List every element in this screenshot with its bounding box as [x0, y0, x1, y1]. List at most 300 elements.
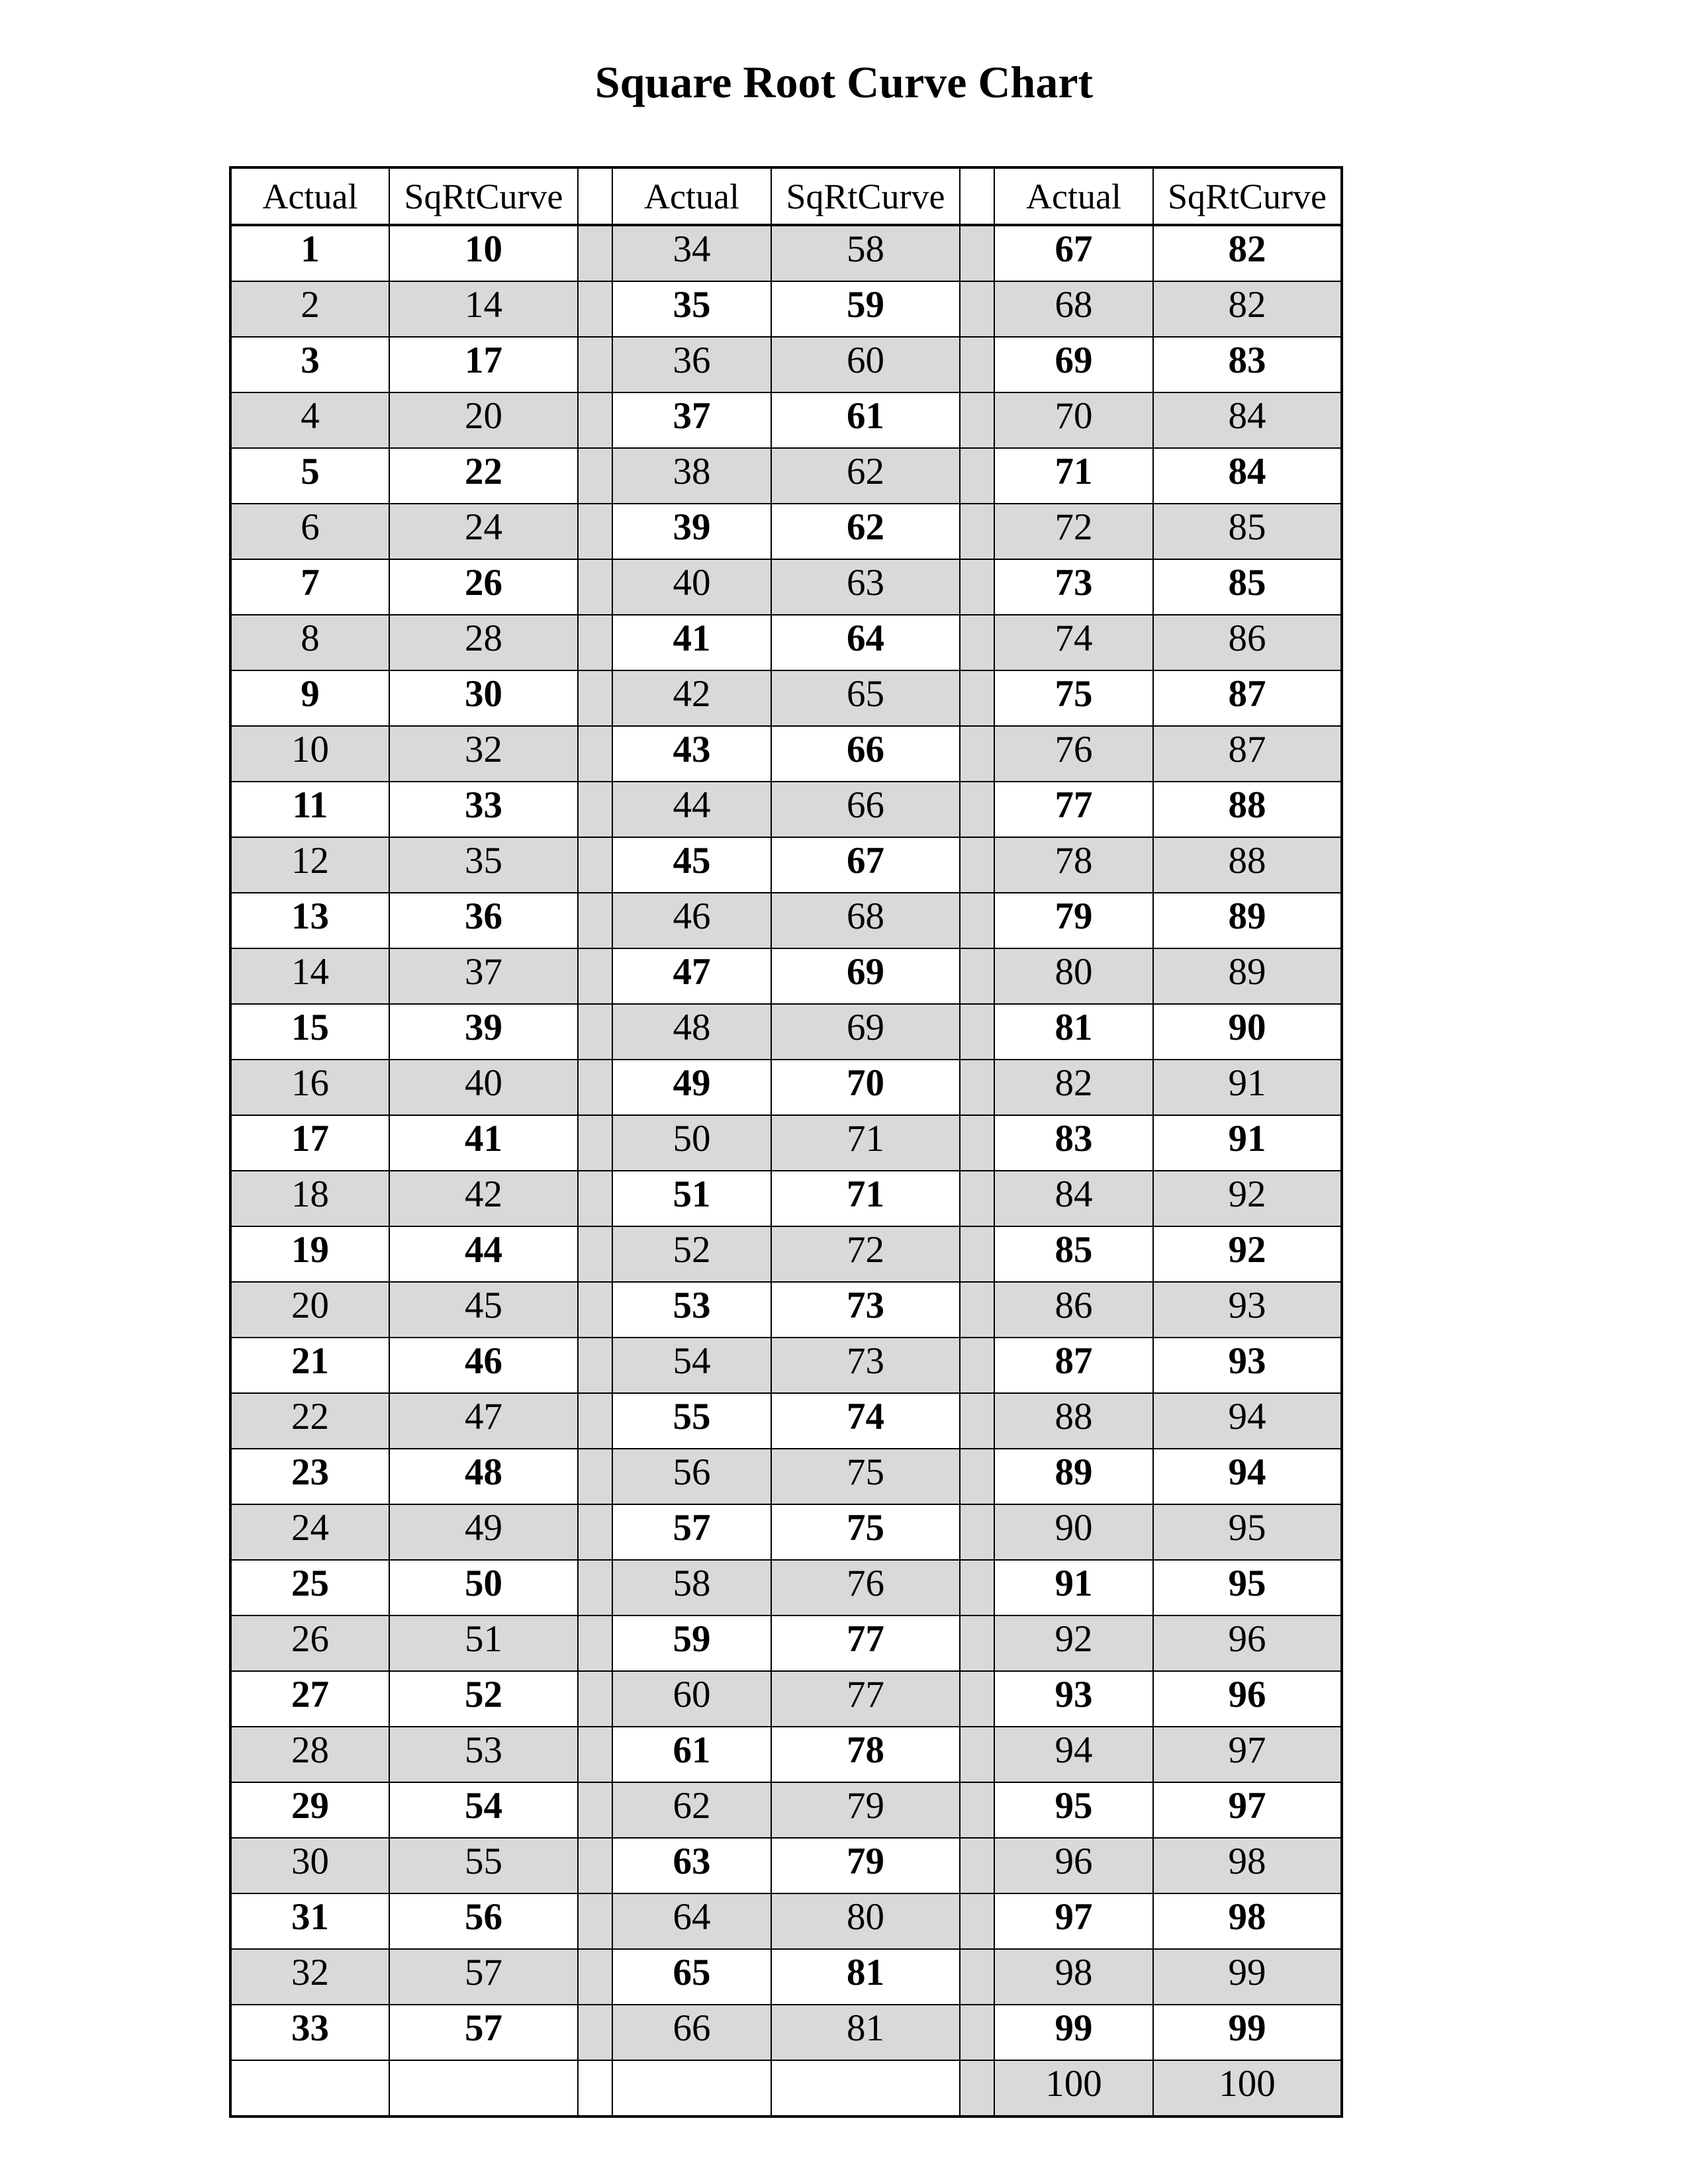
actual-cell: 86	[994, 1282, 1153, 1338]
curve-cell: 74	[771, 1393, 960, 1449]
actual-cell: 88	[994, 1393, 1153, 1449]
curve-cell: 68	[771, 893, 960, 948]
actual-cell: 100	[994, 2060, 1153, 2116]
actual-cell: 48	[612, 1004, 771, 1060]
column-header: Actual	[230, 167, 389, 225]
curve-cell: 17	[389, 337, 578, 392]
table-row	[230, 1949, 1342, 2005]
gap-cell	[960, 1560, 994, 1615]
curve-cell: 22	[389, 448, 578, 504]
gap-cell	[578, 1226, 612, 1282]
table-row	[230, 1560, 1342, 1615]
actual-cell: 44	[612, 782, 771, 837]
curve-cell: 85	[1153, 504, 1342, 559]
gap-cell	[960, 1504, 994, 1560]
curve-cell: 40	[389, 1060, 578, 1115]
actual-cell: 30	[230, 1838, 389, 1893]
curve-cell: 69	[771, 1004, 960, 1060]
gap-cell	[960, 337, 994, 392]
actual-cell: 67	[994, 225, 1153, 281]
curve-cell: 59	[771, 281, 960, 337]
curve-cell: 75	[771, 1504, 960, 1560]
actual-cell: 40	[612, 559, 771, 615]
actual-cell: 9	[230, 670, 389, 726]
curve-cell: 51	[389, 1615, 578, 1671]
table-row	[230, 1171, 1342, 1226]
actual-cell: 28	[230, 1727, 389, 1782]
header-row	[230, 167, 1342, 225]
curve-cell: 81	[771, 1949, 960, 2005]
actual-cell: 14	[230, 948, 389, 1004]
curve-cell: 77	[771, 1615, 960, 1671]
table-row	[230, 1449, 1342, 1504]
curve-cell: 96	[1153, 1615, 1342, 1671]
curve-cell: 95	[1153, 1560, 1342, 1615]
gap-cell	[960, 1171, 994, 1226]
gap-cell	[578, 2005, 612, 2060]
curve-cell: 82	[1153, 281, 1342, 337]
curve-cell: 57	[389, 2005, 578, 2060]
curve-cell: 39	[389, 1004, 578, 1060]
actual-cell: 65	[612, 1949, 771, 2005]
table-row	[230, 559, 1342, 615]
gap-cell	[578, 615, 612, 670]
curve-cell: 97	[1153, 1782, 1342, 1838]
actual-cell: 56	[612, 1449, 771, 1504]
curve-cell: 95	[1153, 1504, 1342, 1560]
gap-cell	[578, 2060, 612, 2116]
actual-cell: 64	[612, 1893, 771, 1949]
actual-cell: 73	[994, 559, 1153, 615]
table-row	[230, 1615, 1342, 1671]
actual-cell: 91	[994, 1560, 1153, 1615]
curve-cell: 89	[1153, 948, 1342, 1004]
gap-cell	[578, 337, 612, 392]
curve-cell: 97	[1153, 1727, 1342, 1782]
curve-cell: 61	[771, 392, 960, 448]
actual-cell: 75	[994, 670, 1153, 726]
curve-cell: 98	[1153, 1893, 1342, 1949]
actual-cell: 21	[230, 1338, 389, 1393]
actual-cell: 76	[994, 726, 1153, 782]
gap-cell	[578, 281, 612, 337]
curve-cell: 63	[771, 559, 960, 615]
gap-cell	[578, 448, 612, 504]
table-row	[230, 2060, 1342, 2116]
table-row	[230, 1226, 1342, 1282]
actual-cell: 42	[612, 670, 771, 726]
gap-cell	[578, 893, 612, 948]
curve-cell: 54	[389, 1782, 578, 1838]
table-row	[230, 1838, 1342, 1893]
actual-cell: 74	[994, 615, 1153, 670]
gap-cell	[960, 1671, 994, 1727]
gap-cell	[960, 225, 994, 281]
table-row	[230, 1338, 1342, 1393]
table-row	[230, 726, 1342, 782]
gap-cell	[960, 837, 994, 893]
actual-cell: 60	[612, 1671, 771, 1727]
curve-cell: 71	[771, 1115, 960, 1171]
curve-cell: 77	[771, 1671, 960, 1727]
gap-cell	[578, 1560, 612, 1615]
gap-cell	[578, 1838, 612, 1893]
curve-cell: 33	[389, 782, 578, 837]
gap-cell	[960, 1727, 994, 1782]
gap-cell	[960, 1282, 994, 1338]
curve-cell: 48	[389, 1449, 578, 1504]
curve-cell: 42	[389, 1171, 578, 1226]
actual-cell: 6	[230, 504, 389, 559]
gap-cell	[960, 1004, 994, 1060]
gap-cell	[578, 837, 612, 893]
gap-cell	[578, 392, 612, 448]
actual-cell: 87	[994, 1338, 1153, 1393]
actual-cell: 5	[230, 448, 389, 504]
gap-cell	[960, 392, 994, 448]
actual-cell: 43	[612, 726, 771, 782]
actual-cell: 33	[230, 2005, 389, 2060]
actual-cell: 51	[612, 1171, 771, 1226]
gap-cell	[960, 2060, 994, 2116]
gap-cell	[578, 559, 612, 615]
curve-cell: 62	[771, 504, 960, 559]
actual-cell: 26	[230, 1615, 389, 1671]
curve-cell: 86	[1153, 615, 1342, 670]
curve-cell: 89	[1153, 893, 1342, 948]
table-row	[230, 615, 1342, 670]
sqrt-table	[229, 166, 1343, 2118]
actual-cell: 82	[994, 1060, 1153, 1115]
actual-cell: 58	[612, 1560, 771, 1615]
curve-cell: 10	[389, 225, 578, 281]
curve-cell: 73	[771, 1282, 960, 1338]
table-row	[230, 2005, 1342, 2060]
gap-cell	[960, 2005, 994, 2060]
curve-cell: 72	[771, 1226, 960, 1282]
curve-cell: 93	[1153, 1282, 1342, 1338]
actual-cell: 70	[994, 392, 1153, 448]
table-row	[230, 448, 1342, 504]
gap-cell	[960, 448, 994, 504]
gap-cell	[960, 1838, 994, 1893]
table-row	[230, 1727, 1342, 1782]
curve-cell: 52	[389, 1671, 578, 1727]
table-row	[230, 281, 1342, 337]
gap-cell	[578, 1727, 612, 1782]
curve-cell: 94	[1153, 1449, 1342, 1504]
gap-cell	[960, 782, 994, 837]
curve-cell: 80	[771, 1893, 960, 1949]
actual-cell: 62	[612, 1782, 771, 1838]
curve-cell: 14	[389, 281, 578, 337]
header-gap-cell	[578, 167, 612, 225]
gap-cell	[960, 1615, 994, 1671]
actual-cell: 37	[612, 392, 771, 448]
table-row	[230, 1282, 1342, 1338]
curve-cell: 81	[771, 2005, 960, 2060]
actual-cell: 81	[994, 1004, 1153, 1060]
actual-cell: 53	[612, 1282, 771, 1338]
curve-cell: 92	[1153, 1226, 1342, 1282]
gap-cell	[578, 670, 612, 726]
actual-cell: 27	[230, 1671, 389, 1727]
table-row	[230, 225, 1342, 281]
actual-cell: 55	[612, 1393, 771, 1449]
curve-cell	[389, 2060, 578, 2116]
actual-cell: 18	[230, 1171, 389, 1226]
curve-cell: 41	[389, 1115, 578, 1171]
curve-cell: 91	[1153, 1060, 1342, 1115]
curve-cell: 69	[771, 948, 960, 1004]
curve-cell: 60	[771, 337, 960, 392]
actual-cell: 97	[994, 1893, 1153, 1949]
gap-cell	[578, 948, 612, 1004]
curve-cell: 90	[1153, 1004, 1342, 1060]
curve-cell: 37	[389, 948, 578, 1004]
table-row	[230, 837, 1342, 893]
curve-cell: 58	[771, 225, 960, 281]
curve-cell: 79	[771, 1838, 960, 1893]
actual-cell: 57	[612, 1504, 771, 1560]
gap-cell	[578, 1671, 612, 1727]
curve-cell: 26	[389, 559, 578, 615]
table-body	[230, 225, 1342, 2116]
gap-cell	[578, 1171, 612, 1226]
column-header: Actual	[612, 167, 771, 225]
curve-cell: 46	[389, 1338, 578, 1393]
actual-cell: 89	[994, 1449, 1153, 1504]
curve-cell: 70	[771, 1060, 960, 1115]
actual-cell: 98	[994, 1949, 1153, 2005]
table-row	[230, 1060, 1342, 1115]
actual-cell: 72	[994, 504, 1153, 559]
curve-cell: 67	[771, 837, 960, 893]
gap-cell	[578, 504, 612, 559]
gap-cell	[960, 1782, 994, 1838]
curve-cell: 85	[1153, 559, 1342, 615]
curve-cell: 84	[1153, 448, 1342, 504]
curve-cell: 50	[389, 1560, 578, 1615]
curve-cell: 88	[1153, 782, 1342, 837]
gap-cell	[578, 1004, 612, 1060]
curve-cell: 62	[771, 448, 960, 504]
curve-cell: 75	[771, 1449, 960, 1504]
actual-cell: 79	[994, 893, 1153, 948]
actual-cell: 32	[230, 1949, 389, 2005]
table-row	[230, 1893, 1342, 1949]
actual-cell: 54	[612, 1338, 771, 1393]
gap-cell	[960, 1893, 994, 1949]
curve-cell: 100	[1153, 2060, 1342, 2116]
curve-cell: 57	[389, 1949, 578, 2005]
curve-cell: 91	[1153, 1115, 1342, 1171]
actual-cell: 63	[612, 1838, 771, 1893]
gap-cell	[578, 1282, 612, 1338]
curve-cell: 30	[389, 670, 578, 726]
curve-cell: 20	[389, 392, 578, 448]
column-header: SqRtCurve	[1153, 167, 1342, 225]
actual-cell: 39	[612, 504, 771, 559]
table-row	[230, 948, 1342, 1004]
table-row	[230, 782, 1342, 837]
actual-cell: 31	[230, 1893, 389, 1949]
actual-cell: 3	[230, 337, 389, 392]
actual-cell: 12	[230, 837, 389, 893]
actual-cell: 66	[612, 2005, 771, 2060]
actual-cell: 8	[230, 615, 389, 670]
curve-cell: 32	[389, 726, 578, 782]
actual-cell: 7	[230, 559, 389, 615]
curve-cell: 64	[771, 615, 960, 670]
actual-cell: 20	[230, 1282, 389, 1338]
table-row	[230, 504, 1342, 559]
gap-cell	[960, 281, 994, 337]
actual-cell: 10	[230, 726, 389, 782]
gap-cell	[960, 559, 994, 615]
actual-cell: 46	[612, 893, 771, 948]
actual-cell: 29	[230, 1782, 389, 1838]
actual-cell: 1	[230, 225, 389, 281]
actual-cell: 93	[994, 1671, 1153, 1727]
actual-cell: 35	[612, 281, 771, 337]
actual-cell: 99	[994, 2005, 1153, 2060]
gap-cell	[960, 1060, 994, 1115]
actual-cell: 96	[994, 1838, 1153, 1893]
curve-cell: 24	[389, 504, 578, 559]
actual-cell: 61	[612, 1727, 771, 1782]
gap-cell	[960, 615, 994, 670]
curve-cell: 84	[1153, 392, 1342, 448]
gap-cell	[578, 1449, 612, 1504]
gap-cell	[578, 726, 612, 782]
actual-cell: 15	[230, 1004, 389, 1060]
curve-cell: 82	[1153, 225, 1342, 281]
actual-cell: 84	[994, 1171, 1153, 1226]
actual-cell: 47	[612, 948, 771, 1004]
curve-cell: 94	[1153, 1393, 1342, 1449]
gap-cell	[960, 1449, 994, 1504]
actual-cell: 45	[612, 837, 771, 893]
table-row	[230, 670, 1342, 726]
table-row	[230, 1671, 1342, 1727]
actual-cell: 83	[994, 1115, 1153, 1171]
column-header: SqRtCurve	[771, 167, 960, 225]
actual-cell: 59	[612, 1615, 771, 1671]
curve-cell: 49	[389, 1504, 578, 1560]
actual-cell: 94	[994, 1727, 1153, 1782]
gap-cell	[578, 1504, 612, 1560]
gap-cell	[578, 1338, 612, 1393]
actual-cell: 80	[994, 948, 1153, 1004]
actual-cell: 13	[230, 893, 389, 948]
actual-cell: 92	[994, 1615, 1153, 1671]
actual-cell: 22	[230, 1393, 389, 1449]
gap-cell	[578, 1115, 612, 1171]
gap-cell	[578, 1060, 612, 1115]
gap-cell	[578, 1615, 612, 1671]
actual-cell: 25	[230, 1560, 389, 1615]
gap-cell	[578, 1782, 612, 1838]
actual-cell: 23	[230, 1449, 389, 1504]
curve-cell: 56	[389, 1893, 578, 1949]
curve-cell: 53	[389, 1727, 578, 1782]
curve-cell: 45	[389, 1282, 578, 1338]
curve-cell: 66	[771, 782, 960, 837]
table-row	[230, 1504, 1342, 1560]
curve-cell: 99	[1153, 1949, 1342, 2005]
actual-cell: 36	[612, 337, 771, 392]
actual-cell: 90	[994, 1504, 1153, 1560]
curve-cell: 44	[389, 1226, 578, 1282]
gap-cell	[578, 782, 612, 837]
curve-cell: 99	[1153, 2005, 1342, 2060]
curve-cell: 96	[1153, 1671, 1342, 1727]
gap-cell	[960, 948, 994, 1004]
gap-cell	[960, 1338, 994, 1393]
actual-cell: 16	[230, 1060, 389, 1115]
actual-cell: 24	[230, 1504, 389, 1560]
actual-cell: 19	[230, 1226, 389, 1282]
gap-cell	[960, 1393, 994, 1449]
actual-cell: 49	[612, 1060, 771, 1115]
gap-cell	[960, 670, 994, 726]
column-header: Actual	[994, 167, 1153, 225]
column-header: SqRtCurve	[389, 167, 578, 225]
curve-cell: 36	[389, 893, 578, 948]
curve-cell: 71	[771, 1171, 960, 1226]
gap-cell	[960, 504, 994, 559]
actual-cell: 41	[612, 615, 771, 670]
curve-cell: 79	[771, 1782, 960, 1838]
actual-cell: 95	[994, 1782, 1153, 1838]
actual-cell: 68	[994, 281, 1153, 337]
table-row	[230, 1115, 1342, 1171]
curve-cell: 28	[389, 615, 578, 670]
curve-cell: 98	[1153, 1838, 1342, 1893]
actual-cell: 38	[612, 448, 771, 504]
curve-cell: 83	[1153, 337, 1342, 392]
curve-cell: 76	[771, 1560, 960, 1615]
page-title: Square Root Curve Chart	[594, 57, 1094, 107]
table-row	[230, 1004, 1342, 1060]
actual-cell: 50	[612, 1115, 771, 1171]
gap-cell	[578, 1949, 612, 2005]
gap-cell	[578, 1893, 612, 1949]
table-row	[230, 1393, 1342, 1449]
gap-cell	[960, 726, 994, 782]
table-row	[230, 392, 1342, 448]
actual-cell: 78	[994, 837, 1153, 893]
curve-cell: 78	[771, 1727, 960, 1782]
table-row	[230, 337, 1342, 392]
header-gap-cell	[960, 167, 994, 225]
actual-cell: 17	[230, 1115, 389, 1171]
actual-cell: 77	[994, 782, 1153, 837]
table-row	[230, 1782, 1342, 1838]
table-row	[230, 893, 1342, 948]
curve-cell: 93	[1153, 1338, 1342, 1393]
gap-cell	[578, 1393, 612, 1449]
actual-cell: 85	[994, 1226, 1153, 1282]
actual-cell: 11	[230, 782, 389, 837]
table-header	[230, 167, 1342, 225]
gap-cell	[578, 225, 612, 281]
actual-cell: 34	[612, 225, 771, 281]
curve-cell: 47	[389, 1393, 578, 1449]
gap-cell	[960, 893, 994, 948]
gap-cell	[960, 1949, 994, 2005]
